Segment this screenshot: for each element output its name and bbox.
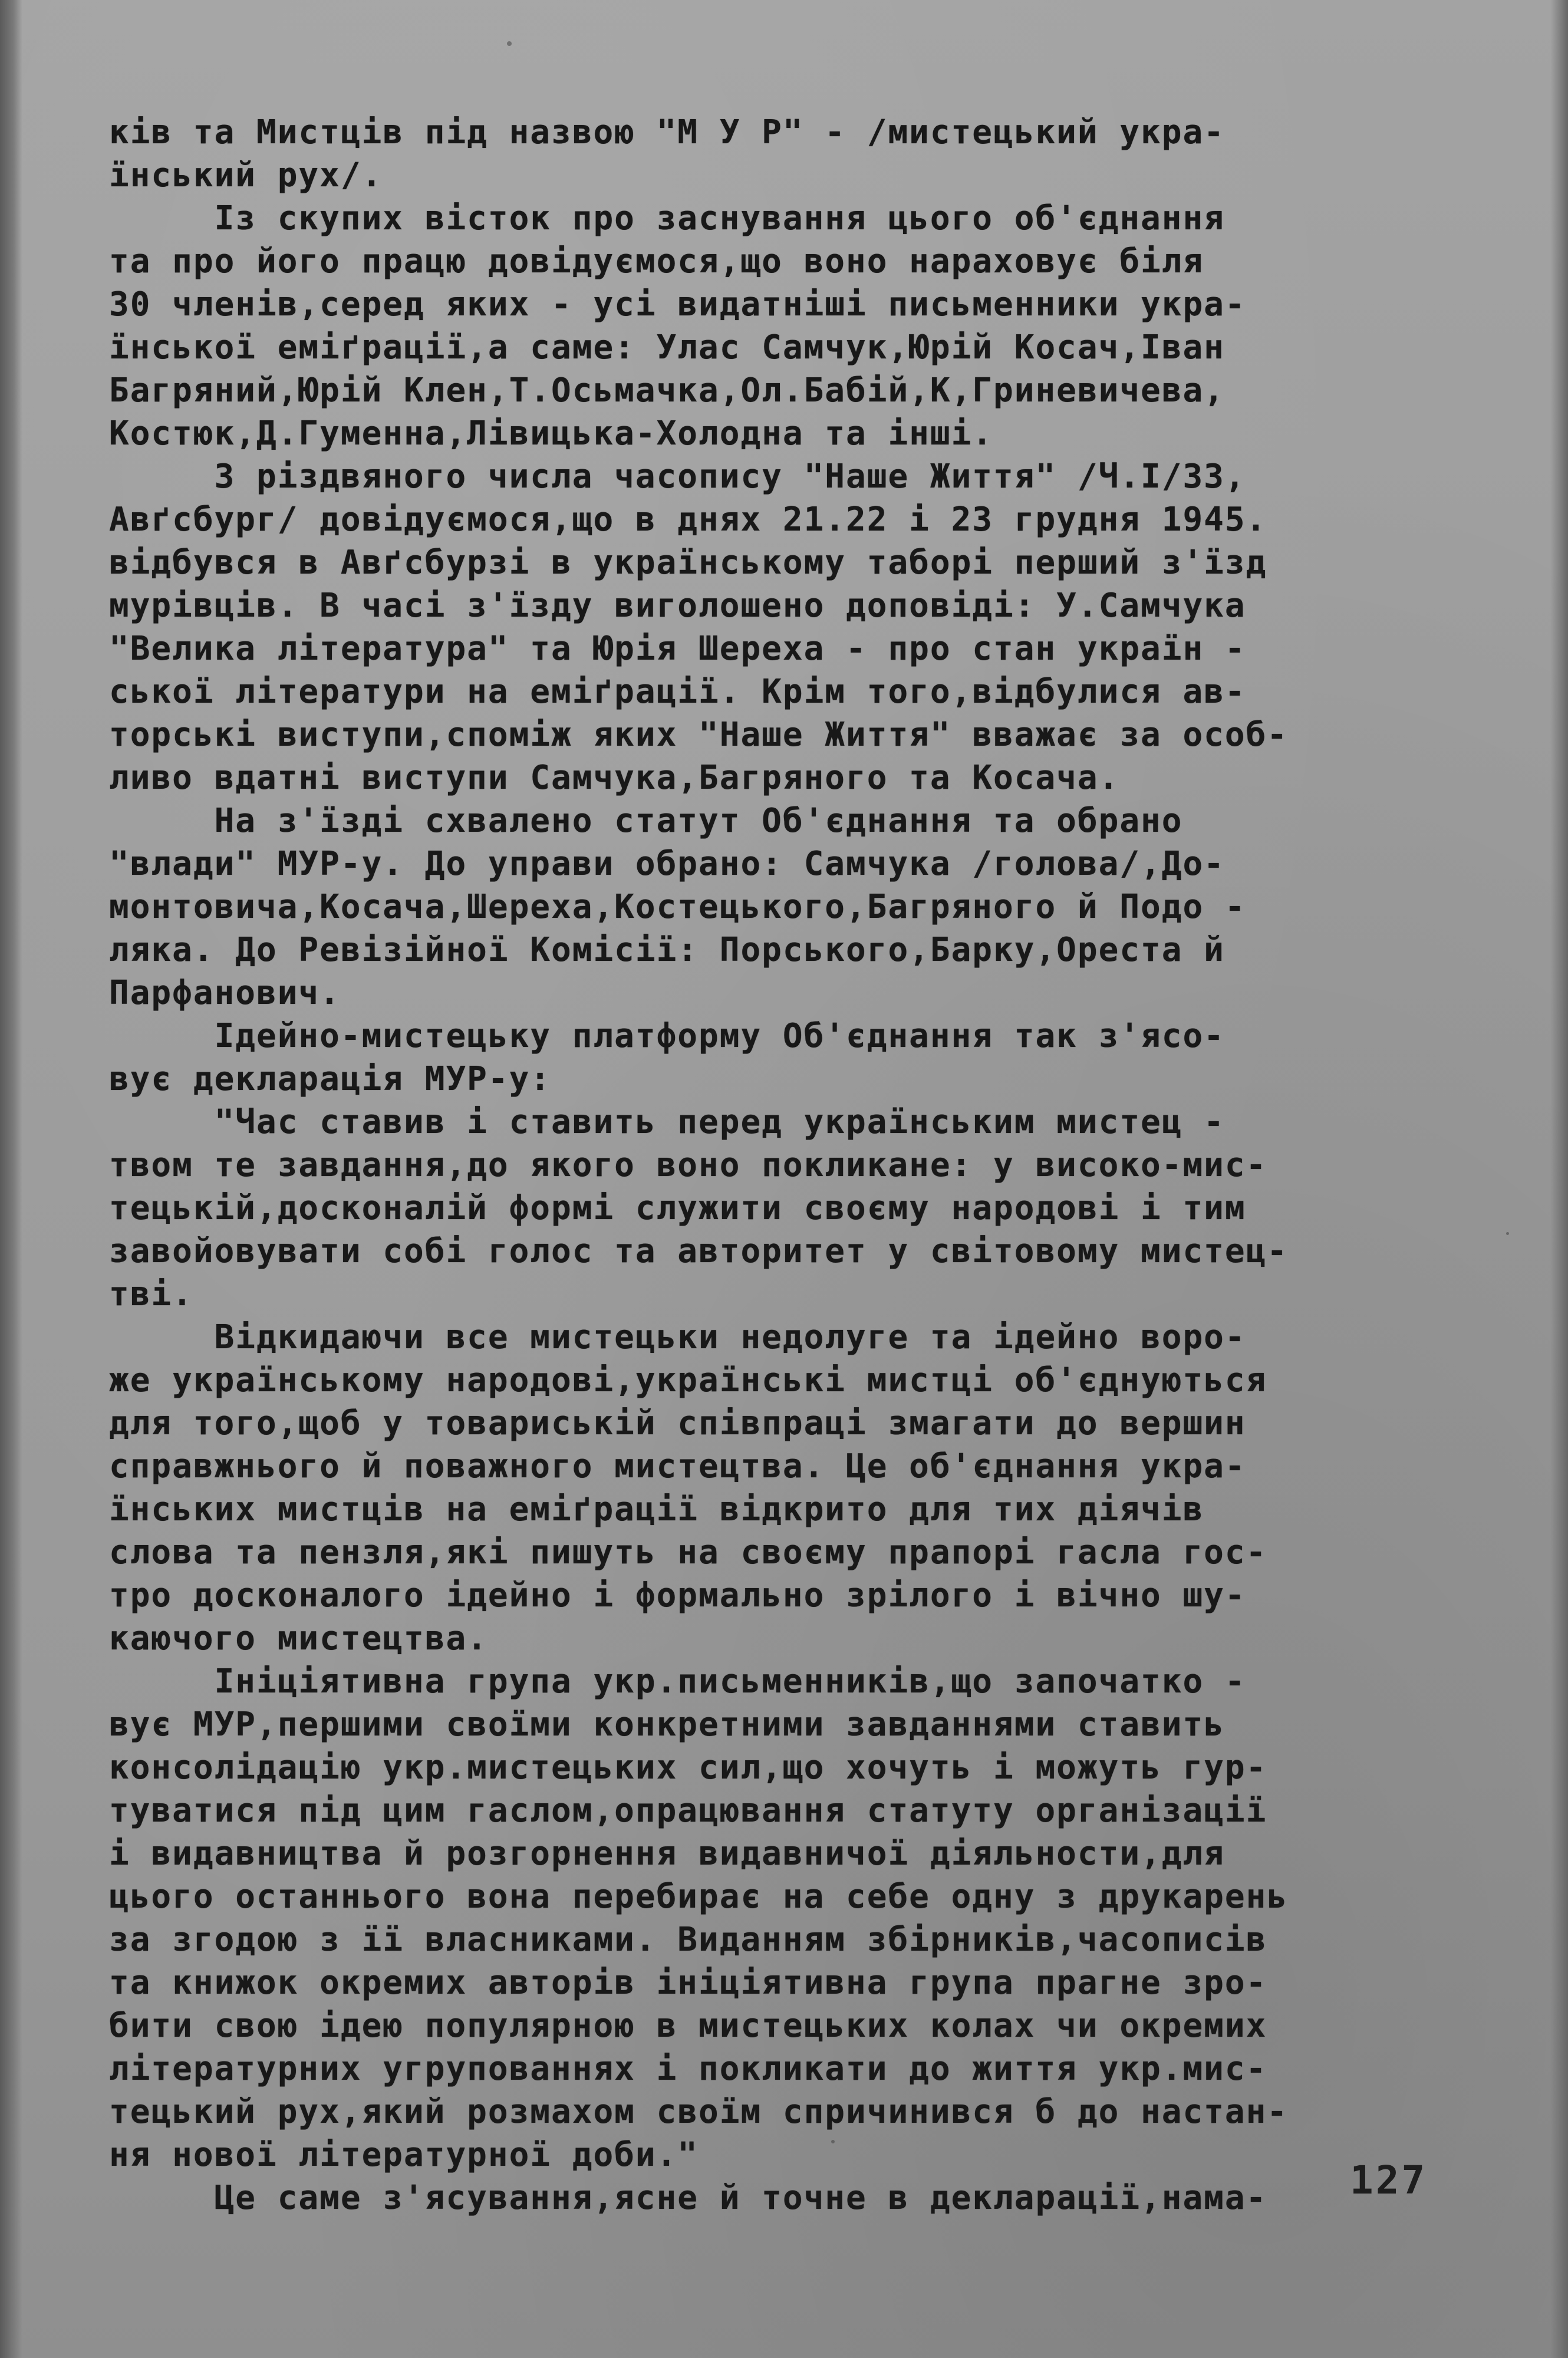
text-line: їнський рух/. [109, 156, 383, 195]
text-line: тро досконалого ідейно і формально зрілого і вічно шу- [109, 1576, 1246, 1615]
text-line: торські виступи,споміж яких "Наше Життя" вважає за особ- [109, 716, 1289, 754]
text-line: же українському народові,українські мистці об'єднуються [109, 1361, 1267, 1399]
paper-speck [507, 41, 512, 46]
text-line: З різдвяного числа часопису "Наше Життя" /Ч.I/33, [109, 457, 1246, 496]
text-line: твом те завдання,до якого воно покликане: у високо-мис- [109, 1146, 1267, 1184]
typewritten-text-body [109, 111, 1524, 2219]
text-line: справжнього й поважного мистецтва. Це об'єднання укра- [109, 1447, 1246, 1486]
page-number: 127 [1350, 2158, 1428, 2203]
text-line: мурівців. В часі з'їзду виголошено доповіді: У.Самчука [109, 587, 1246, 625]
text-line: літературних угрупованнях і покликати до життя укр.мис- [109, 2050, 1267, 2088]
text-line: ня нової літературної доби." [109, 2136, 699, 2174]
text-line: і видавництва й розгорнення видавничої діяльности,для [109, 1835, 1225, 1873]
text-line: "влади" МУР-у. До управи обрано: Самчука /голова/,До- [109, 845, 1225, 883]
text-line: каючого мистецтва. [109, 1619, 488, 1658]
paper-speck [831, 2140, 835, 2143]
text-line: Парфанович. [109, 974, 341, 1012]
paper-speck [1506, 1232, 1509, 1235]
text-line: "Велика література" та Юрія Шереха - про стан україн - [109, 630, 1246, 668]
text-line: їнської еміґрації,а саме: Улас Самчук,Юрій Косач,Іван [109, 328, 1225, 367]
text-line: На з'їзді схвалено статут Об'єднання та обрано [109, 802, 1183, 840]
text-line: Ініціятивна група укр.письменників,що започатко - [109, 1662, 1246, 1701]
text-line: "Час ставив і ставить перед українським мистец - [109, 1103, 1225, 1141]
text-line: та книжок окремих авторів ініціятивна група прагне зро- [109, 1964, 1267, 2002]
text-line: Багряний,Юрій Клен,Т.Осьмачка,Ол.Бабій,К,Гриневичева, [109, 371, 1225, 410]
text-line: ків та Мистців під назвою "М У Р" - /мистецький укра- [109, 113, 1225, 152]
text-line: туватися під цим гаслом,опрацювання статуту організації [109, 1791, 1267, 1830]
text-line: завойовувати собі голос та авторитет у світовому мистец- [109, 1232, 1289, 1270]
text-line: консолідацію укр.мистецьких сил,що хочуть і можуть гур- [109, 1748, 1267, 1787]
text-line: слова та пензля,які пишуть на своєму прапорі гасла гос- [109, 1533, 1267, 1572]
text-line: бити свою ідею популярною в мистецьких колах чи окремих [109, 2007, 1267, 2045]
text-line: ляка. До Ревізійної Комісії: Порського,Барку,Ореста й [109, 931, 1225, 969]
text-line: вує декларація МУР-у: [109, 1060, 552, 1098]
page-left-edge-shadow [0, 0, 22, 2358]
text-line: Відкидаючи все мистецьки недолуге та ідейно воро- [109, 1318, 1246, 1356]
text-line: тві. [109, 1275, 193, 1313]
text-line: та про його працю довідуємося,що воно нараховує біля [109, 242, 1204, 281]
text-line: їнських мистців на еміґрації відкрито для тих діячів [109, 1490, 1204, 1529]
text-line: тецькій,досконалій формі служити своєму народові і тим [109, 1189, 1246, 1227]
text-line: Із скупих вісток про заснування цього об'єднання [109, 199, 1225, 238]
text-line: для того,щоб у товариській співпраці змагати до вершин [109, 1404, 1246, 1443]
text-line: Це саме з'ясування,ясне й точне в декларації,нама- [109, 2179, 1267, 2217]
text-line: ської літератури на еміґрації. Крім того,відбулися ав- [109, 673, 1246, 711]
page-right-edge-shadow [1550, 0, 1568, 2358]
text-line: Ідейно-мистецьку платформу Об'єднання так з'ясо- [109, 1017, 1225, 1055]
text-line: 30 членів,серед яких - усі видатніші письменники укра- [109, 285, 1246, 324]
text-line: Костюк,Д.Гуменна,Лівицька-Холодна та інші. [109, 414, 994, 453]
text-line: монтовича,Косача,Шереха,Костецького,Багряного й Подо - [109, 888, 1246, 926]
text-line: за згодою з її власниками. Виданням збірників,часописів [109, 1921, 1267, 1959]
text-line: вує МУР,першими своїми конкретними завданнями ставить [109, 1705, 1225, 1744]
text-line: ливо вдатні виступи Самчука,Багряного та Косача. [109, 759, 1120, 797]
text-line: цього останнього вона перебирає на себе одну з друкарень [109, 1878, 1289, 1916]
text-line: Авґсбург/ довідуємося,що в днях 21.22 і 23 грудня 1945. [109, 500, 1267, 539]
text-line: тецький рух,який розмахом своїм спричинився б до настан- [109, 2093, 1289, 2131]
text-line: відбувся в Авґсбурзі в українському таборі перший з'їзд [109, 544, 1267, 582]
